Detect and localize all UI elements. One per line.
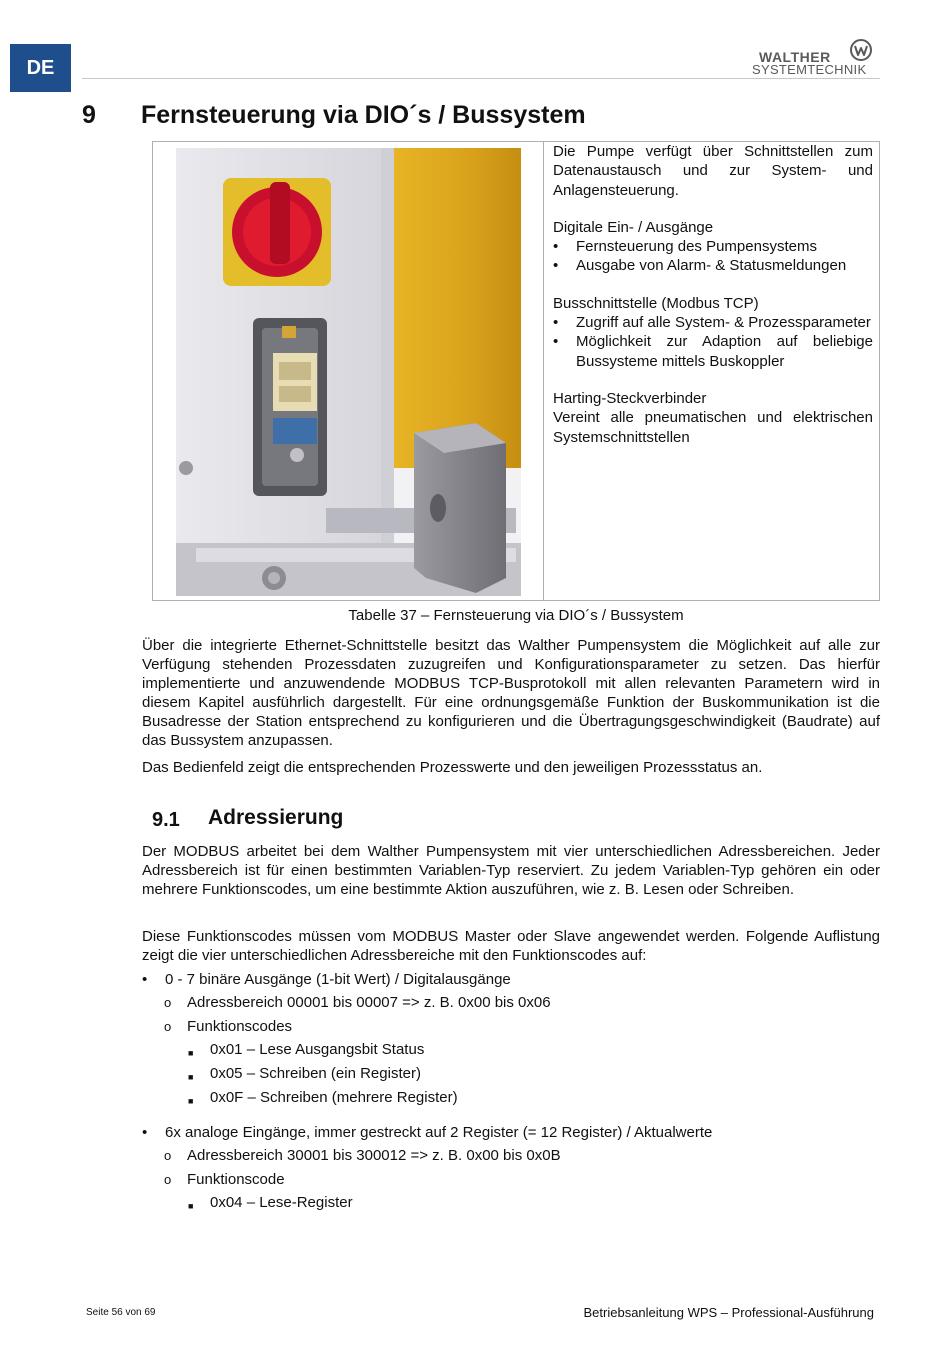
list-item: o Funktionscode — [164, 1171, 285, 1188]
list-item: • Fernsteuerung des Pumpensystems — [553, 237, 873, 256]
intro-text: Die Pumpe verfügt über Schnittstellen zum Datenaustausch und zur System- und Anlagensteuerung. — [553, 143, 873, 199]
paragraph: Über die integrierte Ethernet-Schnittstelle besitzt das Walther Pumpensystem die Möglichkeit auf alle zur Verfügung stehenden Prozessdaten zuzugreifen und Konfigurationsparameter zu setzen. Das hierfür implementierte und anzuwendende MODBUS TCP-Busprotokoll mit allen relevanten Parametern wird in diesem Kapitel ausführlich dargestellt. Für eine ordnungsgemäße Funktion der Buskommunikation ist die Busadresse der Station entsprechend zu konfigurieren und die Übertragungsgeschwindigkeit (Baudrate) auf das Bussystem anzupassen. — [142, 637, 880, 749]
list-item: o Adressbereich 30001 bis 300012 => z. B. 0x00 bis 0x0B — [164, 1147, 561, 1164]
company-logo — [752, 36, 882, 78]
circle-bullet-icon: o — [164, 1148, 172, 1163]
square-bullet-icon: ■ — [188, 1072, 194, 1082]
list-item: ■ 0x0F – Schreiben (mehrere Register) — [142, 1088, 880, 1108]
paragraph: Das Bedienfeld zeigt die entsprechenden Prozesswerte und den jeweiligen Prozessstatus an. — [142, 759, 763, 776]
pump-connector-photo — [176, 148, 521, 596]
section-title: Fernsteuerung via DIO´s / Bussystem — [141, 101, 586, 129]
list-item: o Adressbereich 00001 bis 00007 => z. B. 0x00 bis 0x06 — [164, 994, 551, 1011]
list-item: ■ 0x01 – Lese Ausgangsbit Status — [142, 1040, 880, 1060]
bullet-icon: • — [142, 1124, 148, 1141]
circle-bullet-icon: o — [164, 995, 172, 1010]
digital-list — [553, 237, 873, 276]
list-item: ■ 0x05 – Schreiben (ein Register) — [142, 1064, 880, 1084]
document-title: Betriebsanleitung WPS – Professional-Ausführung — [583, 1305, 874, 1320]
language-badge: DE — [10, 44, 71, 92]
section-number: 9 — [82, 101, 96, 129]
feature-table — [152, 141, 880, 601]
logo-text-systemtechnik: SYSTEMTECHNIK — [752, 62, 867, 77]
list-item: • Möglichkeit zur Adaption auf beliebige Bussysteme mittels Buskoppler — [553, 332, 873, 371]
logo-text-walther: WALTHER — [759, 49, 831, 65]
feature-description — [553, 142, 873, 447]
header-divider — [82, 78, 880, 79]
list-item: • 0 - 7 binäre Ausgänge (1-bit Wert) / Digitalausgänge — [142, 971, 511, 988]
circle-bullet-icon: o — [164, 1019, 172, 1034]
subsection-number: 9.1 — [152, 809, 180, 831]
square-bullet-icon: ■ — [188, 1048, 194, 1058]
list-item: • Zugriff auf alle System- & Prozessparameter — [553, 313, 873, 332]
bus-list — [553, 313, 873, 371]
harting-text: Vereint alle pneumatischen und elektrischen Systemschnittstellen — [553, 409, 873, 446]
paragraph: Diese Funktionscodes müssen vom MODBUS Master oder Slave angewendet werden. Folgende Auflistung zeigt die vier unterschiedlichen Adressbereiche mit den Funktionscodes auf: — [142, 928, 880, 964]
digital-heading: Digitale Ein- / Ausgänge — [553, 218, 714, 236]
square-bullet-icon: ■ — [188, 1096, 194, 1106]
list-item: • Ausgabe von Alarm- & Statusmeldungen — [553, 256, 873, 275]
bus-heading: Busschnittstelle (Modbus TCP) — [553, 294, 759, 312]
bullet-icon: • — [142, 971, 148, 988]
square-bullet-icon: ■ — [188, 1201, 194, 1211]
harting-heading: Harting-Steckverbinder — [553, 389, 707, 407]
walther-w-circle-icon — [849, 38, 873, 62]
table-divider — [543, 142, 544, 600]
circle-bullet-icon: o — [164, 1172, 172, 1187]
page-number: Seite 56 von 69 — [86, 1307, 156, 1318]
list-item: • 6x analoge Eingänge, immer gestreckt auf 2 Register (= 12 Register) / Aktualwerte — [142, 1124, 713, 1141]
table-caption: Tabelle 37 – Fernsteuerung via DIO´s / Bussystem — [348, 607, 684, 624]
list-item: o Funktionscodes — [164, 1018, 293, 1035]
paragraph: Der MODBUS arbeitet bei dem Walther Pumpensystem mit vier unterschiedlichen Adressbereichen. Jeder Adressbereich ist für einen bestimmten Variablen-Typ reserviert. Zu jedem Variablen-Typ gehören ein oder mehrere Funktionscodes, um eine bestimmte Aktion auszuführen, wie z. B. Lesen oder Schreiben. — [142, 843, 880, 898]
list-item: ■ 0x04 – Lese-Register — [142, 1193, 880, 1213]
subsection-title: Adressierung — [208, 806, 344, 829]
